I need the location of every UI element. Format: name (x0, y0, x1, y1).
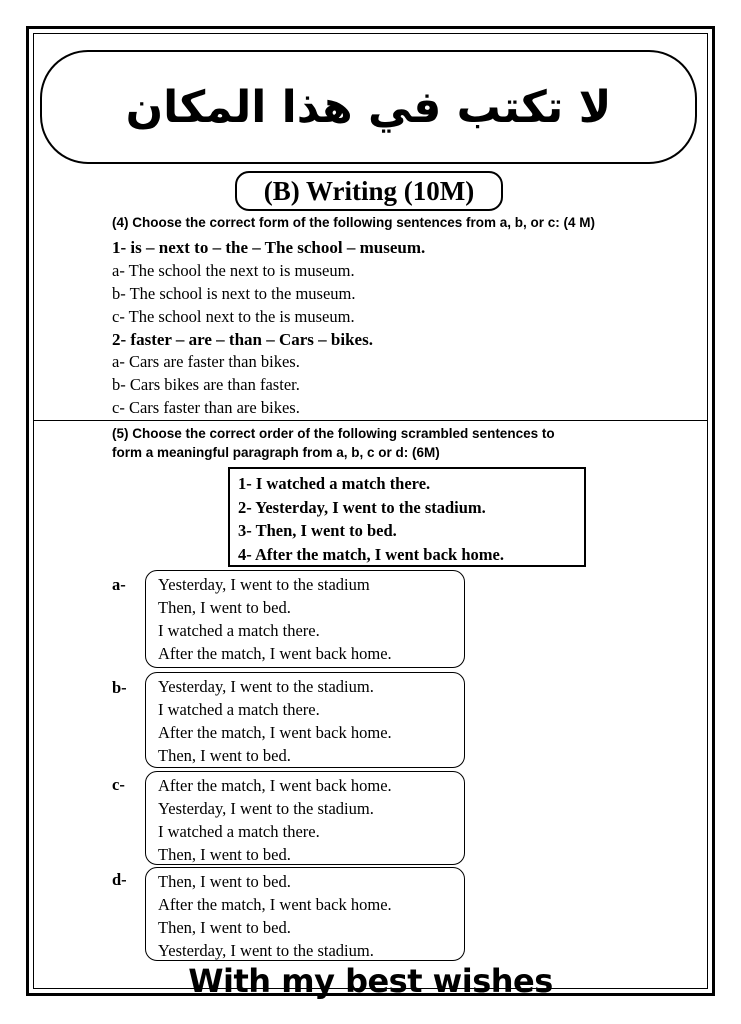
option-a-line: I watched a match there. (158, 621, 320, 640)
q4-item1-option-c: c- The school next to the is museum. (112, 307, 355, 326)
option-b-line: I watched a match there. (158, 700, 320, 719)
option-c-line: Then, I went to bed. (158, 845, 291, 864)
option-b-letter: b- (112, 678, 127, 697)
option-d-line: Yesterday, I went to the stadium. (158, 941, 374, 960)
option-a-box[interactable] (145, 570, 465, 668)
q4-item1-option-b: b- The school is next to the museum. (112, 284, 356, 303)
q4-item1-option-a: a- The school the next to is museum. (112, 261, 355, 280)
option-b-line: Yesterday, I went to the stadium. (158, 677, 374, 696)
q5-instruction-line2: form a meaningful paragraph from a, b, c or d: (6M) (112, 445, 440, 460)
option-c-letter: c- (112, 775, 125, 794)
option-c-line: Yesterday, I went to the stadium. (158, 799, 374, 818)
q4-item1-prompt: 1- is – next to – the – The school – museum. (112, 238, 426, 257)
option-b-line: Then, I went to bed. (158, 746, 291, 765)
option-d-box[interactable] (145, 867, 465, 961)
option-b-line: After the match, I went back home. (158, 723, 392, 742)
scrambled-sentence: 1- I watched a match there. (238, 474, 431, 493)
option-c-line: I watched a match there. (158, 822, 320, 841)
q4-item2-option-a: a- Cars are faster than bikes. (112, 352, 300, 371)
option-b-box[interactable] (145, 672, 465, 768)
q4-item2-prompt: 2- faster – are – than – Cars – bikes. (112, 330, 373, 349)
option-a-line: Then, I went to bed. (158, 598, 291, 617)
option-c-line: After the match, I went back home. (158, 776, 392, 795)
option-d-line: Then, I went to bed. (158, 872, 291, 891)
scrambled-sentence: 2- Yesterday, I went to the stadium. (238, 497, 486, 517)
option-a-line: After the match, I went back home. (158, 644, 392, 663)
q4-item2-option-c: c- Cars faster than are bikes. (112, 398, 300, 417)
option-d-line: After the match, I went back home. (158, 895, 392, 914)
option-a-letter: a- (112, 575, 126, 594)
do-not-write-banner (40, 50, 697, 164)
footer-wishes: With my best wishes (188, 962, 553, 1000)
option-a-line: Yesterday, I went to the stadium (158, 575, 370, 594)
option-c-box[interactable] (145, 771, 465, 865)
scrambled-sentence: 3- Then, I went to bed. (238, 521, 397, 540)
q4-instruction: (4) Choose the correct form of the following sentences from a, b, or c: (4 M) (112, 215, 596, 230)
scrambled-sentence: 4- After the match, I went back home. (238, 544, 504, 564)
q5-instruction-line1: (5) Choose the correct order of the following scrambled sentences to (112, 426, 555, 441)
banner-text: لا تكتب في هذا المكان (125, 81, 612, 133)
option-d-line: Then, I went to bed. (158, 918, 291, 937)
section-divider (34, 420, 707, 421)
scrambled-sentences-box (228, 467, 586, 567)
option-d-letter: d- (112, 870, 127, 889)
q4-item2-option-b: b- Cars bikes are than faster. (112, 375, 300, 394)
section-title: (B) Writing (10M) (235, 171, 503, 211)
